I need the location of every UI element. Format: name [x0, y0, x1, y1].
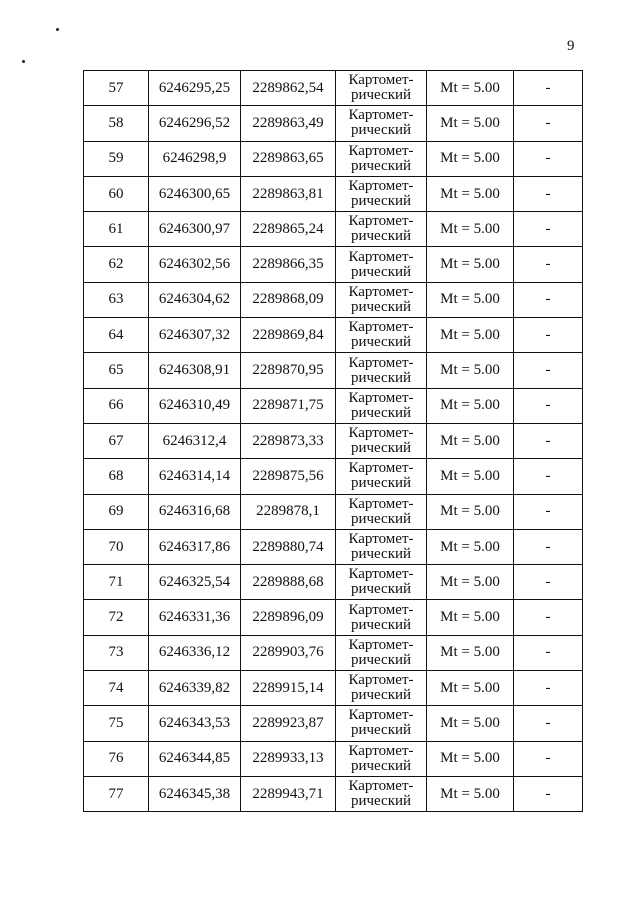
- method-line-2: рический: [350, 793, 412, 810]
- accuracy-cell: Mt = 5.00: [427, 741, 514, 776]
- method-cell: [336, 318, 427, 353]
- method-line-1: Картомет-: [348, 460, 414, 477]
- method-cell: [336, 635, 427, 670]
- method-cell: [336, 212, 427, 247]
- method-line-2: рический: [350, 581, 412, 598]
- method-line-1: Картомет-: [348, 601, 414, 618]
- y-coordinate-cell: 2289943,71: [241, 776, 336, 811]
- method-cell: [336, 459, 427, 494]
- accuracy-cell: Mt = 5.00: [427, 494, 514, 529]
- note-cell: -: [514, 141, 583, 176]
- point-number-cell: 72: [84, 600, 149, 635]
- point-number-cell: 70: [84, 529, 149, 564]
- y-coordinate-cell: 2289875,56: [241, 459, 336, 494]
- accuracy-cell: Mt = 5.00: [427, 459, 514, 494]
- note-cell: -: [514, 247, 583, 282]
- point-number-cell: 73: [84, 635, 149, 670]
- accuracy-cell: Mt = 5.00: [427, 106, 514, 141]
- method-cell: [336, 247, 427, 282]
- accuracy-cell: Mt = 5.00: [427, 565, 514, 600]
- x-coordinate-cell: 6246314,14: [149, 459, 241, 494]
- note-cell: -: [514, 671, 583, 706]
- y-coordinate-cell: 2289871,75: [241, 388, 336, 423]
- accuracy-cell: Mt = 5.00: [427, 212, 514, 247]
- point-number-cell: 67: [84, 423, 149, 458]
- method-line-1: Картомет-: [348, 178, 414, 195]
- x-coordinate-cell: 6246302,56: [149, 247, 241, 282]
- y-coordinate-cell: 2289863,49: [241, 106, 336, 141]
- method-cell: [336, 494, 427, 529]
- x-coordinate-cell: 6246304,62: [149, 282, 241, 317]
- y-coordinate-cell: 2289923,87: [241, 706, 336, 741]
- table-row: [84, 776, 583, 811]
- y-coordinate-cell: 2289868,09: [241, 282, 336, 317]
- point-number-cell: 62: [84, 247, 149, 282]
- method-cell: [336, 565, 427, 600]
- y-coordinate-cell: 2289869,84: [241, 318, 336, 353]
- method-cell: [336, 141, 427, 176]
- x-coordinate-cell: 6246300,97: [149, 212, 241, 247]
- y-coordinate-cell: 2289888,68: [241, 565, 336, 600]
- method-line-1: Картомет-: [348, 742, 414, 759]
- x-coordinate-cell: 6246344,85: [149, 741, 241, 776]
- method-cell: [336, 741, 427, 776]
- accuracy-cell: Mt = 5.00: [427, 423, 514, 458]
- point-number-cell: 60: [84, 176, 149, 211]
- note-cell: -: [514, 635, 583, 670]
- accuracy-cell: Mt = 5.00: [427, 671, 514, 706]
- method-line-2: рический: [350, 122, 412, 139]
- table-row: [84, 176, 583, 211]
- accuracy-cell: Mt = 5.00: [427, 388, 514, 423]
- x-coordinate-cell: 6246345,38: [149, 776, 241, 811]
- method-cell: [336, 529, 427, 564]
- accuracy-cell: Mt = 5.00: [427, 635, 514, 670]
- note-cell: -: [514, 529, 583, 564]
- table-body: [84, 71, 583, 812]
- note-cell: -: [514, 776, 583, 811]
- method-line-2: рический: [350, 298, 412, 315]
- note-cell: -: [514, 353, 583, 388]
- method-line-2: рический: [350, 369, 412, 386]
- point-number-cell: 74: [84, 671, 149, 706]
- method-line-2: рический: [350, 510, 412, 527]
- page-number: 9: [567, 38, 575, 54]
- accuracy-cell: Mt = 5.00: [427, 71, 514, 106]
- table-row: [84, 212, 583, 247]
- method-line-2: рический: [350, 87, 412, 104]
- method-line-2: рический: [350, 157, 412, 174]
- x-coordinate-cell: 6246307,32: [149, 318, 241, 353]
- accuracy-cell: Mt = 5.00: [427, 776, 514, 811]
- method-cell: [336, 282, 427, 317]
- table-row: [84, 529, 583, 564]
- method-line-1: Картомет-: [348, 142, 414, 159]
- method-line-2: рический: [350, 757, 412, 774]
- method-line-2: рический: [350, 193, 412, 210]
- method-line-2: рический: [350, 616, 412, 633]
- table-row: [84, 71, 583, 106]
- table-row: [84, 600, 583, 635]
- method-line-2: рический: [350, 228, 412, 245]
- note-cell: -: [514, 176, 583, 211]
- scan-speck: [22, 60, 25, 63]
- y-coordinate-cell: 2289866,35: [241, 247, 336, 282]
- method-line-1: Картомет-: [348, 213, 414, 230]
- accuracy-cell: Mt = 5.00: [427, 176, 514, 211]
- method-line-1: Картомет-: [348, 107, 414, 124]
- x-coordinate-cell: 6246317,86: [149, 529, 241, 564]
- table-row: [84, 106, 583, 141]
- accuracy-cell: Mt = 5.00: [427, 529, 514, 564]
- method-cell: [336, 671, 427, 706]
- y-coordinate-cell: 2289915,14: [241, 671, 336, 706]
- x-coordinate-cell: 6246312,4: [149, 423, 241, 458]
- method-line-1: Картомет-: [348, 778, 414, 795]
- table-row: [84, 671, 583, 706]
- method-cell: [336, 106, 427, 141]
- y-coordinate-cell: 2289862,54: [241, 71, 336, 106]
- x-coordinate-cell: 6246339,82: [149, 671, 241, 706]
- method-line-2: рический: [350, 651, 412, 668]
- table-row: [84, 353, 583, 388]
- point-number-cell: 57: [84, 71, 149, 106]
- method-line-1: Картомет-: [348, 707, 414, 724]
- method-line-1: Картомет-: [348, 672, 414, 689]
- method-line-1: Картомет-: [348, 72, 414, 89]
- y-coordinate-cell: 2289878,1: [241, 494, 336, 529]
- x-coordinate-cell: 6246325,54: [149, 565, 241, 600]
- coordinates-table: [83, 70, 583, 812]
- method-line-1: Картомет-: [348, 319, 414, 336]
- method-line-2: рический: [350, 404, 412, 421]
- method-line-1: Картомет-: [348, 389, 414, 406]
- note-cell: -: [514, 706, 583, 741]
- accuracy-cell: Mt = 5.00: [427, 282, 514, 317]
- note-cell: -: [514, 494, 583, 529]
- y-coordinate-cell: 2289865,24: [241, 212, 336, 247]
- note-cell: -: [514, 600, 583, 635]
- point-number-cell: 77: [84, 776, 149, 811]
- note-cell: -: [514, 282, 583, 317]
- y-coordinate-cell: 2289863,81: [241, 176, 336, 211]
- y-coordinate-cell: 2289896,09: [241, 600, 336, 635]
- note-cell: -: [514, 71, 583, 106]
- table-row: [84, 459, 583, 494]
- table-row: [84, 635, 583, 670]
- x-coordinate-cell: 6246331,36: [149, 600, 241, 635]
- point-number-cell: 76: [84, 741, 149, 776]
- accuracy-cell: Mt = 5.00: [427, 247, 514, 282]
- note-cell: -: [514, 106, 583, 141]
- table-row: [84, 141, 583, 176]
- method-cell: [336, 388, 427, 423]
- point-number-cell: 58: [84, 106, 149, 141]
- table-row: [84, 565, 583, 600]
- note-cell: -: [514, 318, 583, 353]
- accuracy-cell: Mt = 5.00: [427, 706, 514, 741]
- method-cell: [336, 600, 427, 635]
- point-number-cell: 65: [84, 353, 149, 388]
- table-row: [84, 282, 583, 317]
- table-row: [84, 318, 583, 353]
- method-line-2: рический: [350, 687, 412, 704]
- point-number-cell: 69: [84, 494, 149, 529]
- method-cell: [336, 776, 427, 811]
- method-line-2: рический: [350, 334, 412, 351]
- table-row: [84, 423, 583, 458]
- x-coordinate-cell: 6246316,68: [149, 494, 241, 529]
- x-coordinate-cell: 6246298,9: [149, 141, 241, 176]
- method-line-1: Картомет-: [348, 425, 414, 442]
- point-number-cell: 64: [84, 318, 149, 353]
- method-line-1: Картомет-: [348, 495, 414, 512]
- method-cell: [336, 176, 427, 211]
- point-number-cell: 61: [84, 212, 149, 247]
- y-coordinate-cell: 2289863,65: [241, 141, 336, 176]
- method-cell: [336, 423, 427, 458]
- x-coordinate-cell: 6246308,91: [149, 353, 241, 388]
- method-line-1: Картомет-: [348, 566, 414, 583]
- y-coordinate-cell: 2289870,95: [241, 353, 336, 388]
- accuracy-cell: Mt = 5.00: [427, 353, 514, 388]
- method-line-2: рический: [350, 475, 412, 492]
- x-coordinate-cell: 6246343,53: [149, 706, 241, 741]
- method-cell: [336, 353, 427, 388]
- x-coordinate-cell: 6246295,25: [149, 71, 241, 106]
- note-cell: -: [514, 459, 583, 494]
- note-cell: -: [514, 741, 583, 776]
- accuracy-cell: Mt = 5.00: [427, 141, 514, 176]
- x-coordinate-cell: 6246310,49: [149, 388, 241, 423]
- table-row: [84, 706, 583, 741]
- table-row: [84, 494, 583, 529]
- method-line-2: рический: [350, 546, 412, 562]
- point-number-cell: 75: [84, 706, 149, 741]
- x-coordinate-cell: 6246300,65: [149, 176, 241, 211]
- note-cell: -: [514, 388, 583, 423]
- accuracy-cell: Mt = 5.00: [427, 600, 514, 635]
- scan-speck: [56, 28, 59, 31]
- note-cell: -: [514, 565, 583, 600]
- y-coordinate-cell: 2289933,13: [241, 741, 336, 776]
- method-line-2: рический: [350, 722, 412, 739]
- method-line-1: Картомет-: [348, 636, 414, 653]
- method-line-2: рический: [350, 440, 412, 457]
- x-coordinate-cell: 6246336,12: [149, 635, 241, 670]
- table-row: [84, 247, 583, 282]
- method-line-1: Картомет-: [348, 531, 414, 547]
- table-row: [84, 741, 583, 776]
- accuracy-cell: Mt = 5.00: [427, 318, 514, 353]
- method-line-2: рический: [350, 263, 412, 280]
- y-coordinate-cell: 2289903,76: [241, 635, 336, 670]
- point-number-cell: 66: [84, 388, 149, 423]
- x-coordinate-cell: 6246296,52: [149, 106, 241, 141]
- method-line-1: Картомет-: [348, 283, 414, 300]
- point-number-cell: 59: [84, 141, 149, 176]
- method-line-1: Картомет-: [348, 248, 414, 265]
- note-cell: -: [514, 423, 583, 458]
- point-number-cell: 68: [84, 459, 149, 494]
- method-line-1: Картомет-: [348, 354, 414, 371]
- point-number-cell: 71: [84, 565, 149, 600]
- method-cell: [336, 71, 427, 106]
- method-cell: [336, 706, 427, 741]
- y-coordinate-cell: 2289873,33: [241, 423, 336, 458]
- y-coordinate-cell: 2289880,74: [241, 529, 336, 564]
- point-number-cell: 63: [84, 282, 149, 317]
- table-row: [84, 388, 583, 423]
- note-cell: -: [514, 212, 583, 247]
